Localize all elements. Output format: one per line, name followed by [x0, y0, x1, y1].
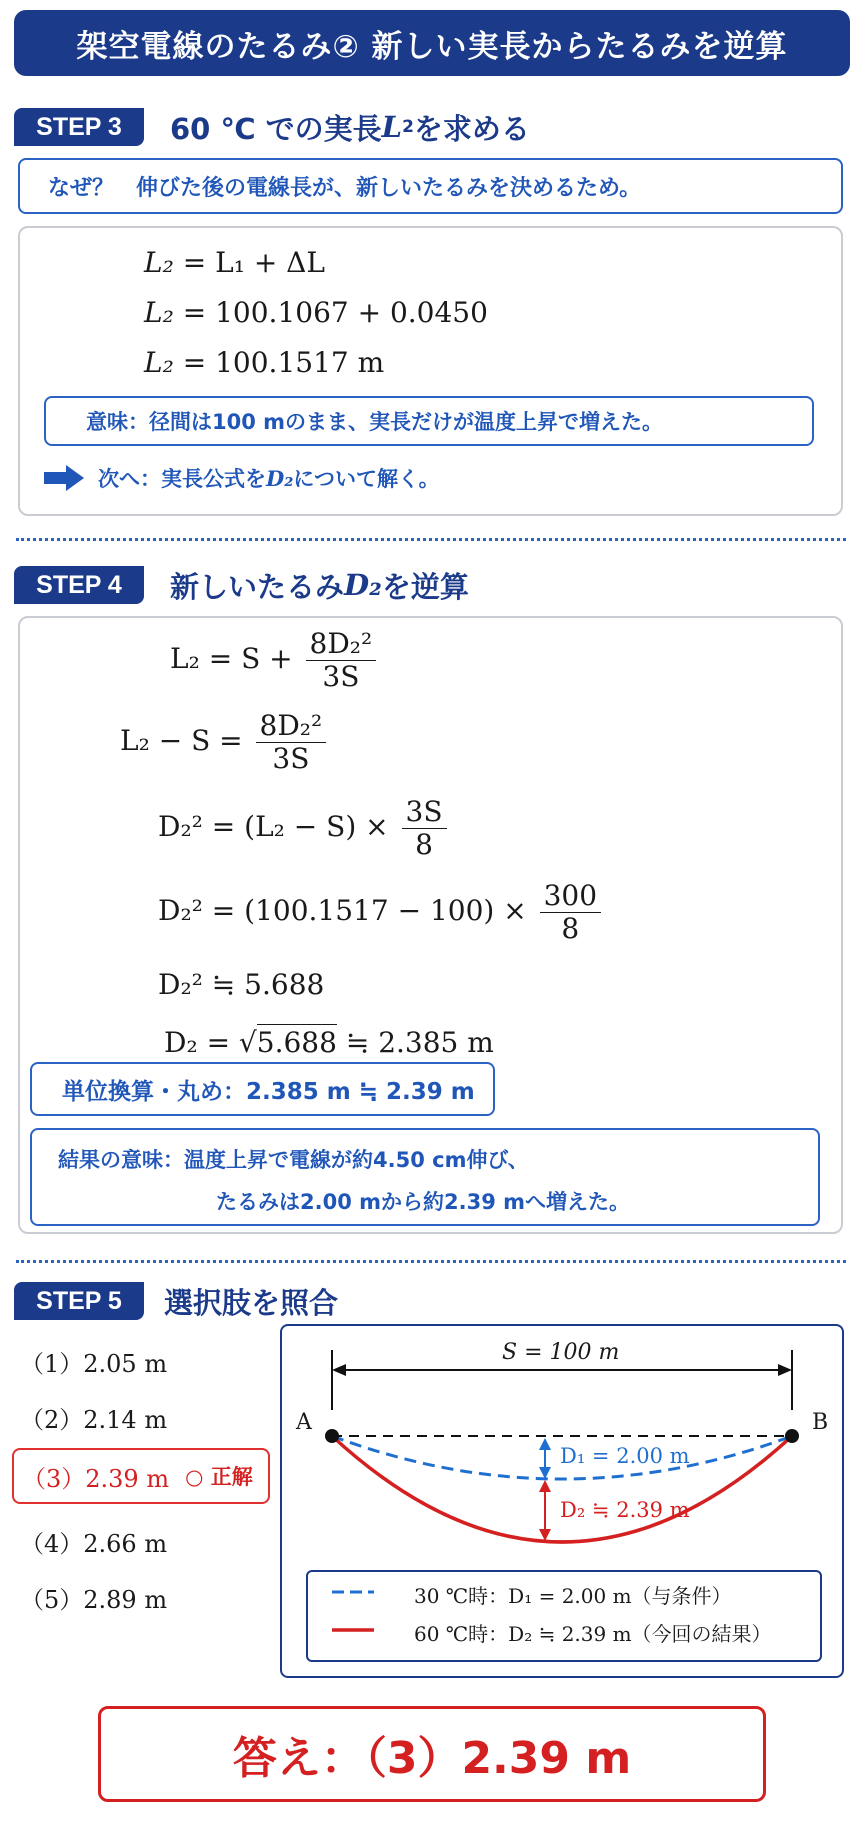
- answer-box: [98, 1706, 766, 1802]
- step4-title: [170, 560, 469, 610]
- r4-den: 8: [561, 912, 580, 946]
- r2-lhs: L₂ − S =: [120, 724, 243, 758]
- eq-l2-result: [144, 346, 384, 379]
- d1-arrow-top: [539, 1438, 551, 1450]
- eq3-lhs: L₂: [144, 346, 174, 379]
- step3-badge: STEP 3: [14, 108, 144, 146]
- next-row: [44, 458, 440, 498]
- r4-fraction: [540, 880, 601, 945]
- eq-l2-values: [144, 296, 488, 329]
- eq1-lhs: L₂: [144, 246, 174, 279]
- divider-1: [16, 538, 846, 541]
- eq-l2-sum: [144, 246, 325, 279]
- choice-3-label: （3）2.39 m: [22, 1464, 170, 1493]
- step5-badge: STEP 5: [14, 1282, 144, 1320]
- step4-title-var: D₂: [344, 568, 382, 602]
- d2-arrow-top: [539, 1480, 551, 1492]
- eq2-lhs: L₂: [144, 296, 174, 329]
- r2-num: 8D₂²: [256, 710, 327, 743]
- r3-num: 3S: [402, 796, 447, 829]
- eq-rearranged: [120, 710, 330, 775]
- eq2-rhs: = 100.1067 + 0.0450: [182, 296, 488, 329]
- d2-arrow-bottom: [539, 1529, 551, 1541]
- why-text: なぜ？ 伸びた後の電線長が、新しいたるみを決めるため。: [48, 175, 642, 201]
- span-label: S = 100 m: [502, 1340, 620, 1365]
- legend-box: [306, 1570, 822, 1662]
- r6-pre: D₂ = √: [164, 1026, 257, 1059]
- step3-title: [170, 102, 530, 152]
- r2-fraction: [256, 710, 327, 775]
- point-a-dot: [325, 1429, 339, 1443]
- next-pre: 次へ：実長公式を: [98, 467, 266, 491]
- r6-post: ≒ 2.385 m: [336, 1026, 494, 1059]
- step4-title-post: を逆算: [381, 569, 469, 604]
- eq-d2-root: [164, 1026, 494, 1059]
- rounding-box: [30, 1062, 495, 1116]
- legend-60-label: 60 ℃時：D₂ ≒ 2.39 m（今回の結果）: [414, 1622, 772, 1646]
- choice-1: （1）2.05 m: [20, 1350, 168, 1378]
- choice-3-correct: [12, 1448, 270, 1504]
- eq1-rhs: = L₁ + ΔL: [182, 246, 325, 279]
- correct-mark: ○ 正解: [185, 1465, 253, 1489]
- step3-title-sub: 2: [402, 117, 414, 137]
- meaning-box: [44, 396, 814, 446]
- step4-title-pre: 新しいたるみ: [170, 569, 345, 604]
- point-b-dot: [785, 1429, 799, 1443]
- eq3-rhs: = 100.1517 m: [182, 346, 385, 379]
- point-a-label: A: [296, 1410, 312, 1435]
- step3-title-pre: 60 ℃ での実長: [170, 111, 382, 146]
- span-arrow-left: [332, 1364, 346, 1376]
- r1-den: 3S: [322, 660, 360, 694]
- answer-text: 答え：（3）2.39 m: [232, 1733, 632, 1784]
- point-b-label: B: [812, 1410, 829, 1435]
- result-box: [30, 1128, 820, 1226]
- eq-length-formula: [170, 628, 380, 693]
- page-title: 架空電線のたるみ② 新しい実長からたるみを逆算: [14, 10, 850, 76]
- legend-30-label: 30 ℃時：D₁ = 2.00 m（与条件）: [414, 1584, 732, 1608]
- meaning-text: 意味：径間は100 mのまま、実長だけが温度上昇で増えた。: [86, 410, 664, 434]
- arrow-right-icon: [44, 465, 84, 491]
- r1-lhs: L₂ = S +: [170, 642, 293, 676]
- r1-fraction: [306, 628, 377, 693]
- r6-rad: 5.688: [256, 1026, 337, 1059]
- step3-title-var: L: [381, 110, 403, 144]
- rounding-text: 単位換算・丸め：2.385 m ≒ 2.39 m: [62, 1078, 475, 1105]
- r1-num: 8D₂²: [306, 628, 377, 661]
- d1-label: D₁ = 2.00 m: [560, 1444, 690, 1468]
- step5-title: 選択肢を照合: [164, 1285, 339, 1320]
- r4-lhs: D₂² = (100.1517 − 100) ×: [158, 894, 527, 928]
- step4-panel: [18, 616, 843, 1234]
- result-line2: たるみは2.00 mから約2.39 mへ増えた。: [216, 1190, 631, 1214]
- choice-5: （5）2.89 m: [20, 1586, 168, 1614]
- step3-panel: [18, 226, 843, 516]
- step3-title-post: を求める: [413, 111, 530, 146]
- d2-label: D₂ ≒ 2.39 m: [560, 1498, 690, 1522]
- r3-fraction: [402, 796, 447, 861]
- divider-2: [16, 1260, 846, 1263]
- why-box: [18, 158, 843, 214]
- r3-lhs: D₂² = (L₂ − S) ×: [158, 810, 389, 844]
- choice-4: （4）2.66 m: [20, 1530, 168, 1558]
- next-var: D₂: [266, 465, 294, 491]
- r3-den: 8: [415, 828, 433, 862]
- eq-d2-squared-value: D₂² ≒ 5.688: [158, 968, 325, 1001]
- eq-d2-squared: [158, 796, 451, 861]
- r2-den: 3S: [272, 742, 310, 776]
- next-post: について解く。: [293, 467, 440, 491]
- sag-diagram: [280, 1324, 844, 1678]
- span-arrow-right: [778, 1364, 792, 1376]
- choice-2: （2）2.14 m: [20, 1406, 168, 1434]
- result-line1: 結果の意味：温度上昇で電線が約4.50 cm伸び、: [58, 1148, 529, 1172]
- r4-num: 300: [540, 880, 601, 913]
- step4-badge: STEP 4: [14, 566, 144, 604]
- eq-d2-substituted: [158, 880, 605, 945]
